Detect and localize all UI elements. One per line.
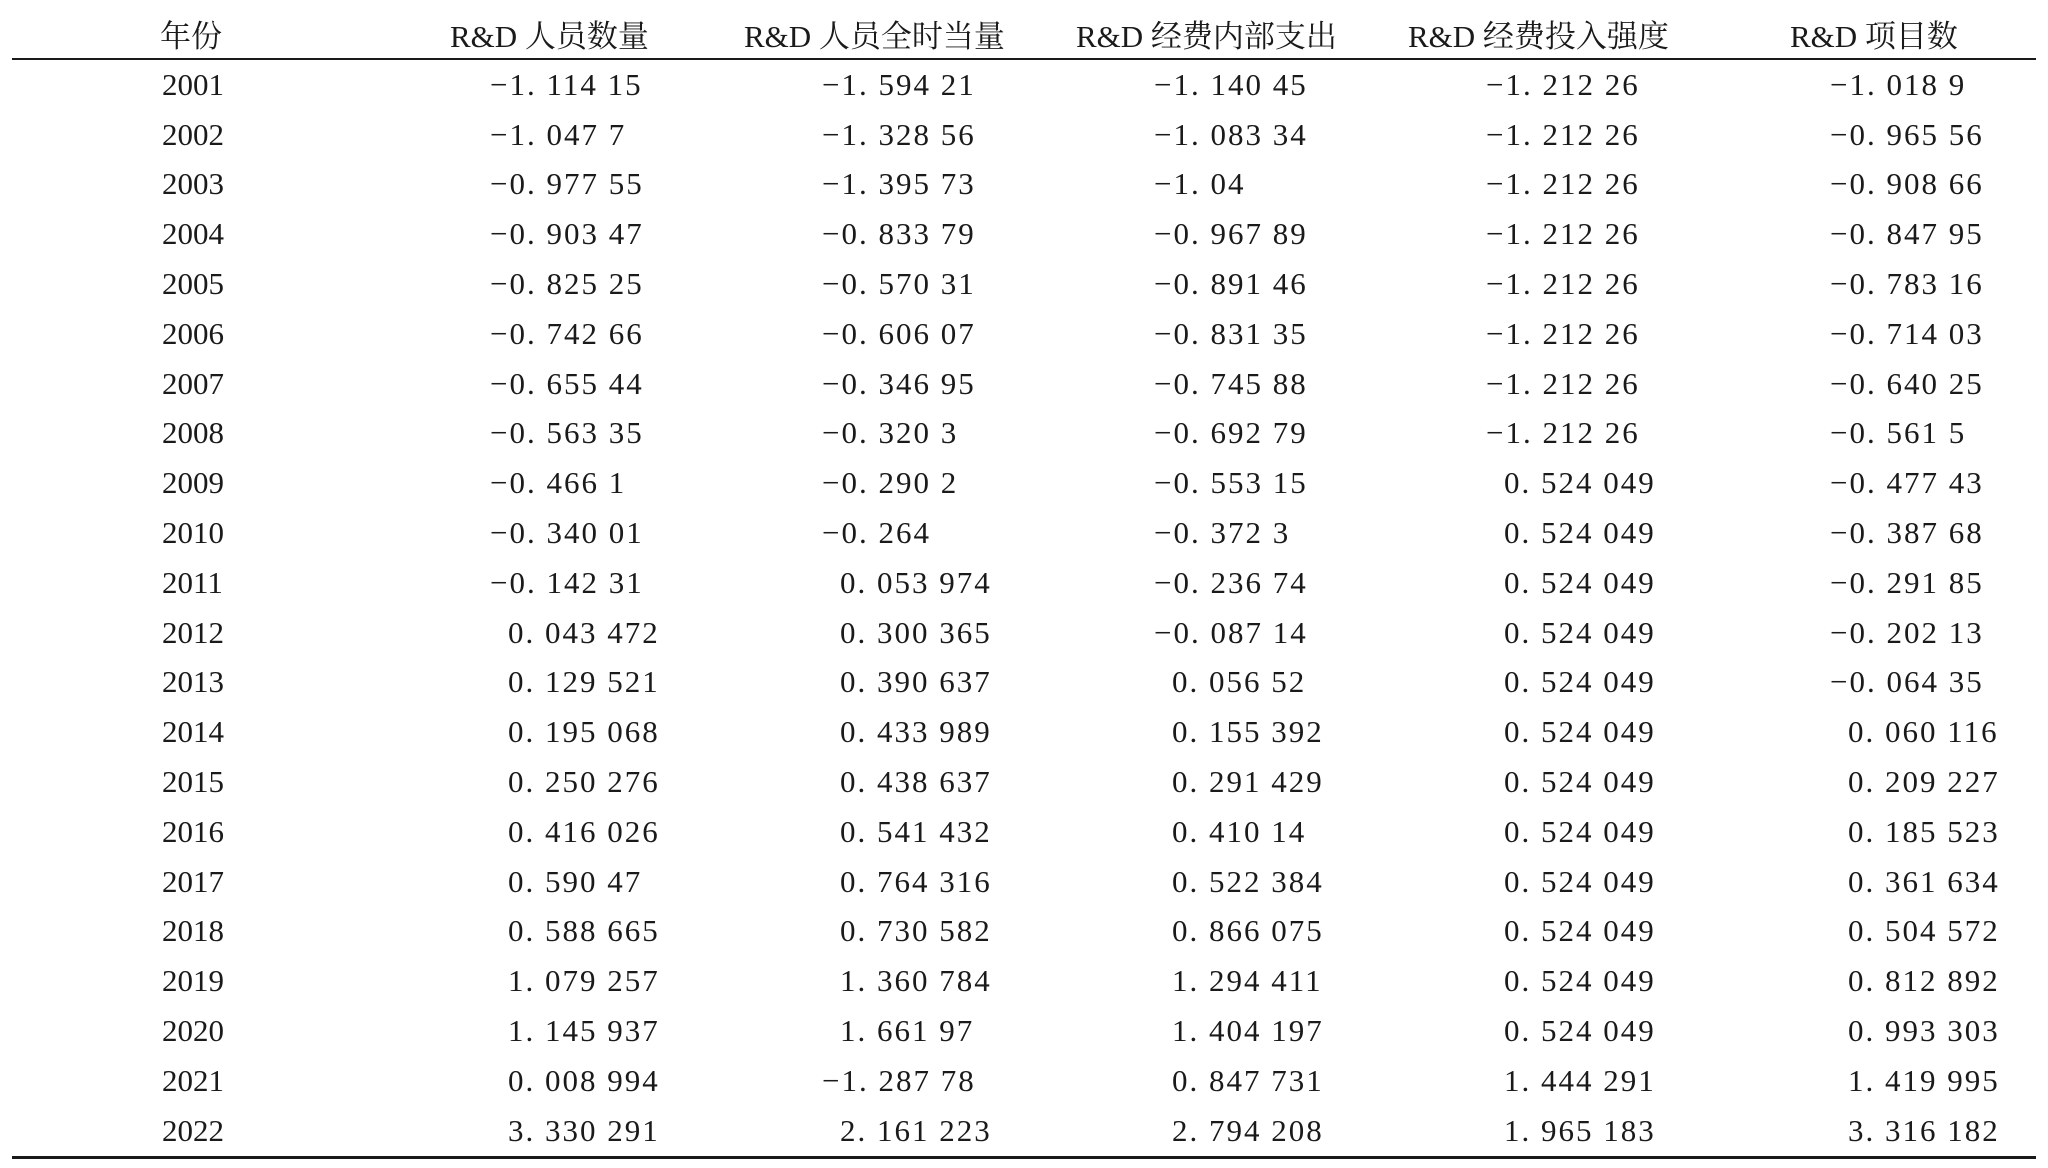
cell-value: −0. 640 25	[1830, 365, 1984, 401]
cell-year: 2009	[162, 465, 224, 501]
cell-value: −1. 212 26	[1486, 266, 1640, 302]
cell-value: 0. 524 049	[1504, 564, 1656, 600]
cell-year: 2010	[162, 515, 224, 551]
cell-value: −1. 04	[1154, 166, 1246, 202]
cell-value: 0. 043 472	[508, 614, 660, 650]
cell-value: −0. 563 35	[490, 415, 644, 451]
cell-value: −1. 047 7	[490, 116, 627, 152]
table-row	[12, 907, 2036, 957]
cell-value: 2. 161 223	[840, 1112, 992, 1148]
cell-value: 0. 524 049	[1504, 764, 1656, 800]
cell-value: −0. 714 03	[1830, 315, 1984, 351]
table-row	[12, 160, 2036, 210]
cell-value: 0. 185 523	[1848, 813, 2000, 849]
cell-value: −1. 140 45	[1154, 66, 1308, 102]
cell-value: 0. 812 892	[1848, 963, 2000, 999]
cell-value: −1. 018 9	[1830, 66, 1967, 102]
cell-value: −0. 977 55	[490, 166, 644, 202]
cell-value: 0. 155 392	[1172, 714, 1324, 750]
cell-value: −1. 212 26	[1486, 116, 1640, 152]
cell-year: 2003	[162, 166, 224, 202]
cell-value: −0. 825 25	[490, 266, 644, 302]
cell-value: 1. 294 411	[1172, 963, 1323, 999]
cell-value: −0. 833 79	[822, 216, 976, 252]
cell-value: 0. 524 049	[1504, 515, 1656, 551]
cell-value: −0. 570 31	[822, 266, 976, 302]
cell-value: −1. 212 26	[1486, 415, 1640, 451]
cell-year: 2012	[162, 614, 224, 650]
cell-year: 2014	[162, 714, 224, 750]
table-row	[12, 409, 2036, 459]
cell-value: −0. 466 1	[490, 465, 627, 501]
cell-value: 0. 866 075	[1172, 913, 1324, 949]
cell-value: −0. 387 68	[1830, 515, 1984, 551]
table-row	[12, 110, 2036, 160]
cell-value: −0. 967 89	[1154, 216, 1308, 252]
header-rd-intensity: R&D 经费投入强度	[1408, 18, 1669, 54]
cell-year: 2022	[162, 1112, 224, 1148]
cell-year: 2007	[162, 365, 224, 401]
cell-year: 2013	[162, 664, 224, 700]
cell-value: −0. 831 35	[1154, 315, 1308, 351]
cell-value: 0. 524 049	[1504, 1013, 1656, 1049]
cell-value: 1. 965 183	[1504, 1112, 1656, 1148]
cell-value: −1. 328 56	[822, 116, 976, 152]
cell-value: 0. 590 47	[508, 863, 643, 899]
cell-value: −0. 742 66	[490, 315, 644, 351]
cell-value: 1. 145 937	[508, 1013, 660, 1049]
cell-year: 2021	[162, 1062, 224, 1098]
cell-value: −0. 291 85	[1830, 564, 1984, 600]
cell-value: −0. 847 95	[1830, 216, 1984, 252]
cell-value: −0. 561 5	[1830, 415, 1967, 451]
cell-value: 0. 524 049	[1504, 664, 1656, 700]
cell-value: −1. 083 34	[1154, 116, 1308, 152]
table-row	[12, 1106, 2036, 1156]
bottom-rule	[12, 1156, 2036, 1159]
cell-value: 0. 416 026	[508, 813, 660, 849]
cell-value: 0. 060 116	[1848, 714, 1999, 750]
header-rd-personnel: R&D 人员数量	[450, 18, 649, 54]
header-year: 年份	[160, 18, 222, 54]
cell-year: 2002	[162, 116, 224, 152]
table-row	[12, 60, 2036, 110]
cell-year: 2018	[162, 913, 224, 949]
cell-value: 0. 524 049	[1504, 863, 1656, 899]
cell-year: 2016	[162, 813, 224, 849]
table-row	[12, 757, 2036, 807]
cell-value: −0. 236 74	[1154, 564, 1308, 600]
cell-value: 1. 661 97	[840, 1013, 975, 1049]
cell-value: 0. 250 276	[508, 764, 660, 800]
header-rd-fte: R&D 人员全时当量	[744, 18, 1005, 54]
cell-value: −1. 212 26	[1486, 66, 1640, 102]
cell-value: 3. 330 291	[508, 1112, 660, 1148]
cell-value: 0. 588 665	[508, 913, 660, 949]
cell-value: −0. 553 15	[1154, 465, 1308, 501]
cell-value: −0. 903 47	[490, 216, 644, 252]
cell-value: −0. 340 01	[490, 515, 644, 551]
cell-value: 0. 847 731	[1172, 1062, 1324, 1098]
cell-value: 0. 524 049	[1504, 465, 1656, 501]
cell-value: −0. 290 2	[822, 465, 959, 501]
cell-value: 1. 404 197	[1172, 1013, 1324, 1049]
cell-value: −0. 891 46	[1154, 266, 1308, 302]
table-body	[12, 60, 2036, 1156]
cell-value: −0. 908 66	[1830, 166, 1984, 202]
cell-value: −0. 142 31	[490, 564, 644, 600]
table-row	[12, 508, 2036, 558]
cell-value: 0. 504 572	[1848, 913, 2000, 949]
cell-value: −1. 212 26	[1486, 166, 1640, 202]
cell-value: −1. 212 26	[1486, 216, 1640, 252]
cell-year: 2019	[162, 963, 224, 999]
cell-value: 0. 361 634	[1848, 863, 2000, 899]
cell-year: 2020	[162, 1013, 224, 1049]
table-row	[12, 658, 2036, 708]
cell-value: 0. 209 227	[1848, 764, 2000, 800]
table-row	[12, 458, 2036, 508]
cell-value: 0. 993 303	[1848, 1013, 2000, 1049]
table-row	[12, 1056, 2036, 1106]
cell-value: 0. 438 637	[840, 764, 992, 800]
cell-year: 2015	[162, 764, 224, 800]
cell-value: 0. 129 521	[508, 664, 660, 700]
cell-value: −1. 114 15	[490, 66, 643, 102]
cell-value: 0. 008 994	[508, 1062, 660, 1098]
cell-value: −0. 692 79	[1154, 415, 1308, 451]
cell-value: 0. 522 384	[1172, 863, 1324, 899]
cell-value: 0. 195 068	[508, 714, 660, 750]
cell-value: 3. 316 182	[1848, 1112, 2000, 1148]
cell-value: −0. 264	[822, 515, 931, 551]
table-row	[12, 956, 2036, 1006]
cell-value: −0. 202 13	[1830, 614, 1984, 650]
cell-value: −1. 287 78	[822, 1062, 976, 1098]
cell-value: −0. 087 14	[1154, 614, 1308, 650]
table-row	[12, 209, 2036, 259]
cell-value: 0. 300 365	[840, 614, 992, 650]
cell-value: 1. 419 995	[1848, 1062, 2000, 1098]
table-row	[12, 309, 2036, 359]
cell-value: 0. 433 989	[840, 714, 992, 750]
cell-value: −0. 606 07	[822, 315, 976, 351]
table-header-row	[12, 8, 2036, 58]
table-row	[12, 1006, 2036, 1056]
cell-value: −1. 395 73	[822, 166, 976, 202]
cell-year: 2017	[162, 863, 224, 899]
cell-value: 0. 524 049	[1504, 963, 1656, 999]
cell-value: −0. 346 95	[822, 365, 976, 401]
cell-value: −0. 655 44	[490, 365, 644, 401]
cell-year: 2006	[162, 315, 224, 351]
cell-value: −0. 477 43	[1830, 465, 1984, 501]
cell-value: 0. 764 316	[840, 863, 992, 899]
cell-value: 1. 079 257	[508, 963, 660, 999]
table-row	[12, 857, 2036, 907]
cell-value: 1. 444 291	[1504, 1062, 1656, 1098]
header-rd-internal-expenditure: R&D 经费内部支出	[1076, 18, 1337, 54]
cell-year: 2004	[162, 216, 224, 252]
cell-value: 0. 291 429	[1172, 764, 1324, 800]
data-table	[12, 8, 2036, 1159]
cell-value: 0. 541 432	[840, 813, 992, 849]
cell-value: 0. 053 974	[840, 564, 992, 600]
cell-value: −0. 745 88	[1154, 365, 1308, 401]
cell-value: −1. 212 26	[1486, 365, 1640, 401]
table-row	[12, 707, 2036, 757]
table-row	[12, 608, 2036, 658]
cell-value: 0. 390 637	[840, 664, 992, 700]
cell-value: −1. 212 26	[1486, 315, 1640, 351]
cell-value: 1. 360 784	[840, 963, 992, 999]
table-row	[12, 259, 2036, 309]
cell-value: −1. 594 21	[822, 66, 976, 102]
cell-value: 0. 410 14	[1172, 813, 1307, 849]
cell-value: −0. 064 35	[1830, 664, 1984, 700]
cell-year: 2011	[162, 564, 223, 600]
cell-year: 2001	[162, 66, 224, 102]
cell-year: 2005	[162, 266, 224, 302]
table-row	[12, 359, 2036, 409]
cell-year: 2008	[162, 415, 224, 451]
cell-value: 0. 524 049	[1504, 614, 1656, 650]
cell-value: −0. 372 3	[1154, 515, 1291, 551]
table-row	[12, 807, 2036, 857]
cell-value: 0. 524 049	[1504, 813, 1656, 849]
cell-value: −0. 783 16	[1830, 266, 1984, 302]
table-row	[12, 558, 2036, 608]
cell-value: 0. 524 049	[1504, 913, 1656, 949]
cell-value: −0. 965 56	[1830, 116, 1984, 152]
header-rd-projects: R&D 项目数	[1790, 18, 1958, 54]
cell-value: 2. 794 208	[1172, 1112, 1324, 1148]
cell-value: 0. 524 049	[1504, 714, 1656, 750]
cell-value: 0. 730 582	[840, 913, 992, 949]
cell-value: 0. 056 52	[1172, 664, 1307, 700]
cell-value: −0. 320 3	[822, 415, 959, 451]
